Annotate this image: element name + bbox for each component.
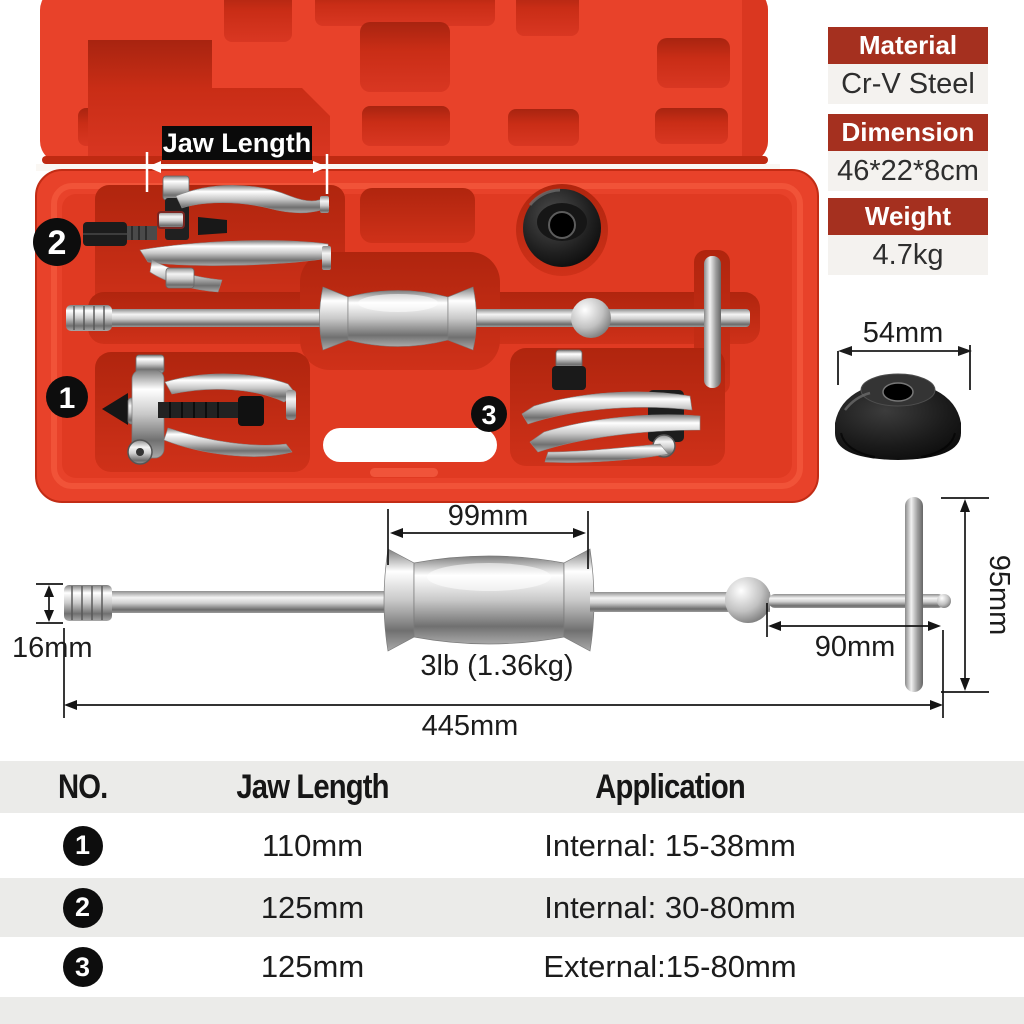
spec-material-value: Cr-V Steel (828, 64, 988, 104)
handle-section-label: 90mm (814, 631, 896, 663)
hammer-length-label: 99mm (447, 500, 529, 532)
marker-3-number: 3 (481, 400, 497, 430)
adapter-diameter-label: 54mm (862, 317, 944, 349)
spec-weight (828, 198, 988, 275)
marker-1-number: 1 (58, 382, 76, 415)
table-header-no: NO. (57, 767, 108, 806)
total-length-label: 445mm (421, 710, 519, 742)
rod-diameter-label: 16mm (12, 632, 93, 664)
marker-2 (33, 218, 81, 266)
case-lid (36, 0, 780, 171)
spec-dimension-label: Dimension (828, 114, 988, 151)
row-1-jaw-length: 110mm (261, 827, 364, 863)
slide-hammer-diagram (0, 485, 1024, 755)
case-handle-cutout (323, 428, 497, 462)
row-2-application: Internal: 30-80mm (544, 889, 796, 925)
row-1-application: Internal: 15-38mm (544, 827, 796, 863)
row-3-application: External:15-80mm (543, 949, 797, 984)
table-row (0, 878, 1024, 937)
handle-height-label: 95mm (983, 554, 1015, 636)
jaw-length-label: Jaw Length (162, 128, 312, 158)
table-header-jaw-length: Jaw Length (236, 767, 389, 806)
row-2-jaw-length: 125mm (260, 889, 365, 925)
row-1-marker: 1 (63, 826, 103, 866)
cone-adapter-drawing (835, 374, 961, 460)
marker-3 (471, 396, 507, 432)
table-header-application: Application (595, 767, 745, 806)
spec-weight-value: 4.7kg (828, 235, 988, 275)
spec-weight-label: Weight (828, 198, 988, 235)
row-3-jaw-length: 125mm (260, 949, 365, 984)
row-3-marker: 3 (63, 947, 103, 987)
spec-material-label: Material (828, 27, 988, 64)
cone-adapter-photo (523, 189, 601, 267)
adapter-diagram (815, 305, 1024, 490)
table-row (0, 813, 1024, 878)
spec-table (0, 750, 1024, 1024)
hammer-weight-label: 3lb (1.36kg) (420, 650, 574, 682)
spec-dimension (828, 114, 988, 191)
table-header-row (0, 761, 1024, 813)
spec-dimension-value: 46*22*8cm (828, 151, 988, 191)
table-row (0, 937, 1024, 997)
marker-2-number: 2 (47, 224, 67, 262)
spec-material (828, 27, 988, 104)
marker-1 (46, 376, 88, 418)
row-2-marker: 2 (63, 888, 103, 928)
